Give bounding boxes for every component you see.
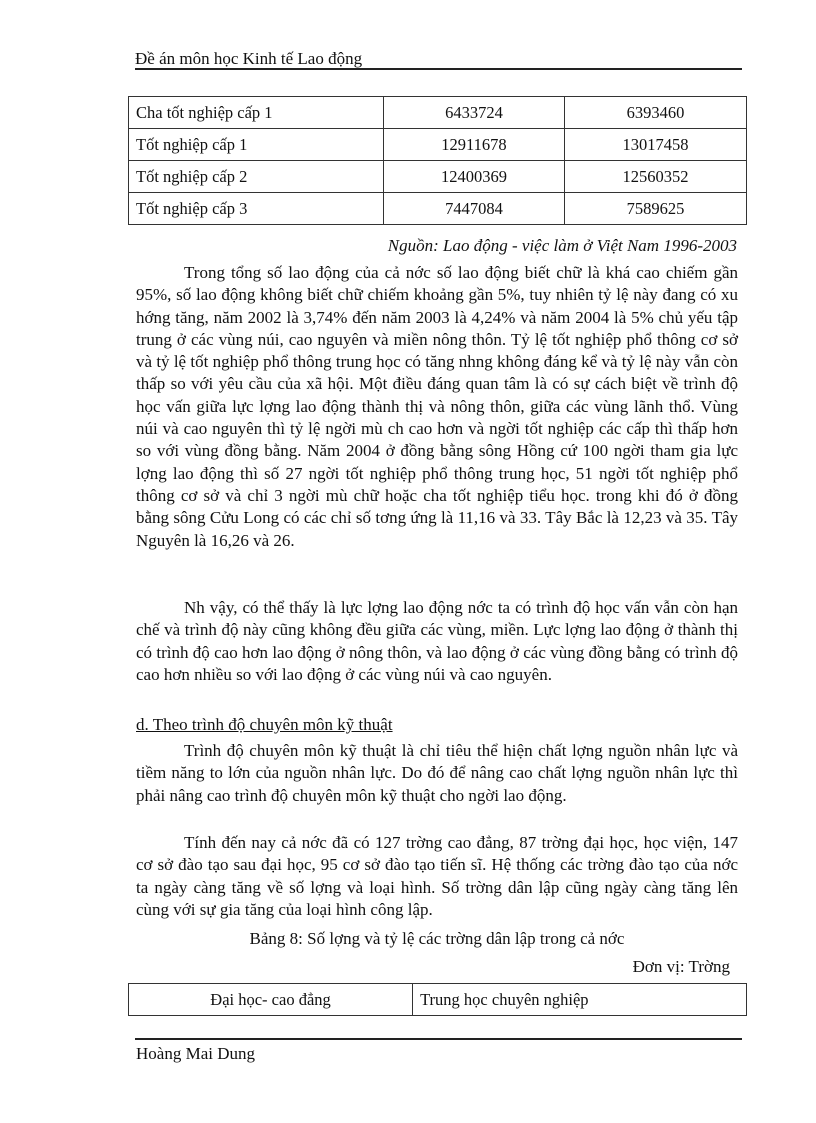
private-schools-table: [128, 983, 747, 1016]
table-caption: Bảng 8: Số lợng và tỷ lệ các trờng dân lập trong cả nớc: [249, 929, 625, 948]
table-cell: 6393460: [565, 97, 747, 129]
table-row: [129, 161, 747, 193]
table-cell: Tốt nghiệp cấp 3: [129, 193, 384, 225]
table-cell: 7589625: [565, 193, 747, 225]
table-cell: 7447084: [384, 193, 565, 225]
table-cell: Tốt nghiệp cấp 1: [129, 129, 384, 161]
table-row: [129, 97, 747, 129]
table-header-cell: Trung học chuyên nghiệp: [413, 984, 747, 1016]
table-row: [129, 193, 747, 225]
table-source-note: Nguồn: Lao động - việc làm ở Việt Nam 1996-2003: [387, 236, 737, 255]
table-header-cell: Đại học- cao đẳng: [129, 984, 413, 1016]
table-cell: 12911678: [384, 129, 565, 161]
footer-divider: [135, 1038, 742, 1040]
page-header-title: Đề án môn học Kinh tế Lao động: [135, 50, 742, 70]
body-paragraph: Nh vậy, có thể thấy là lực lợng lao động nớc ta có trình độ học vấn vẫn còn hạn chế và trình độ này cũng không đều giữa các vùng, miền. Lực lợng lao động ở thành thị có trình độ cao hơn lao động ở nông thôn, và lao động ở các vùng đồng bằng có trình độ cao hơn nhiều so với lao động ở các vùng núi và cao nguyên.: [136, 598, 738, 684]
education-level-table: [128, 96, 747, 225]
table-cell: 12400369: [384, 161, 565, 193]
table-cell: 13017458: [565, 129, 747, 161]
table-cell: 6433724: [384, 97, 565, 129]
footer-author: Hoàng Mai Dung: [136, 1044, 255, 1063]
body-paragraph: Trong tổng số lao động của cả nớc số lao động biết chữ là khá cao chiếm gần 95%, số lao động không biết chữ chiếm khoảng gần 5%, tuy nhiên tỷ lệ này đang có xu hớng tăng, năm 2002 là 3,74% đến năm 2003 là 4,24% và năm 2004 là 5% chủ yếu tập trung ở các vùng núi, cao nguyên và miền nông thôn. Tỷ lệ tốt nghiệp phổ thông cơ sở và tỷ lệ tốt nghiệp phổ thông trung học có tăng nhng không đáng kể và tỷ lệ này vẫn còn thấp so với yêu cầu của xã hội. Một điều đáng quan tâm là có sự cách biệt về trình độ học vấn giữa lực lợng lao động thành thị và nông thôn, giữa các vùng lãnh thổ. Vùng núi và cao nguyên thì tỷ lệ ngời mù ch cao hơn và ngời tốt nghiệp các cấp thì thấp hơn so với vùng đồng bằng. Năm 2004 ở đồng bằng sông Hồng cứ 100 ngời tham gia lực lợng lao động thì số 27 ngời tốt nghiệp phổ thông trung học, 51 ngời tốt nghiệp phổ thông cơ sở và chỉ 3 ngời mù chữ hoặc cha tốt nghiệp tiểu học. trong khi đó ở đồng bằng sông Cửu Long có các chỉ số tơng ứng là 11,16 và 33. Tây Bắc là 12,23 và 35. Tây Nguyên là 16,26 và 26.: [136, 263, 738, 550]
body-paragraph: Tính đến nay cả nớc đã có 127 trờng cao đẳng, 87 trờng đại học, học viện, 147 cơ sở đào tạo sau đại học, 95 cơ sở đào tạo tiến sĩ. Hệ thống các trờng đào tạo của nớc ta ngày càng tăng về số lợng và loại hình. Số trờng dân lập cũng ngày càng tăng lên cùng với sự gia tăng của loại hình công lập.: [136, 833, 738, 919]
table-cell: 12560352: [565, 161, 747, 193]
table-row: [129, 129, 747, 161]
table-unit-note: Đơn vị: Trờng: [632, 957, 730, 976]
table-header-row: [129, 984, 747, 1016]
section-subheading: d. Theo trình độ chuyên môn kỹ thuật: [136, 715, 393, 734]
table-cell: Tốt nghiệp cấp 2: [129, 161, 384, 193]
body-paragraph: Trình độ chuyên môn kỹ thuật là chỉ tiêu thể hiện chất lợng nguồn nhân lực và tiềm năng to lớn của nguồn nhân lực. Do đó để nâng cao chất lợng nguồn nhân lực thì phải nâng cao trình độ chuyên môn kỹ thuật cho ngời lao động.: [136, 741, 738, 805]
table-cell: Cha tốt nghiệp cấp 1: [129, 97, 384, 129]
